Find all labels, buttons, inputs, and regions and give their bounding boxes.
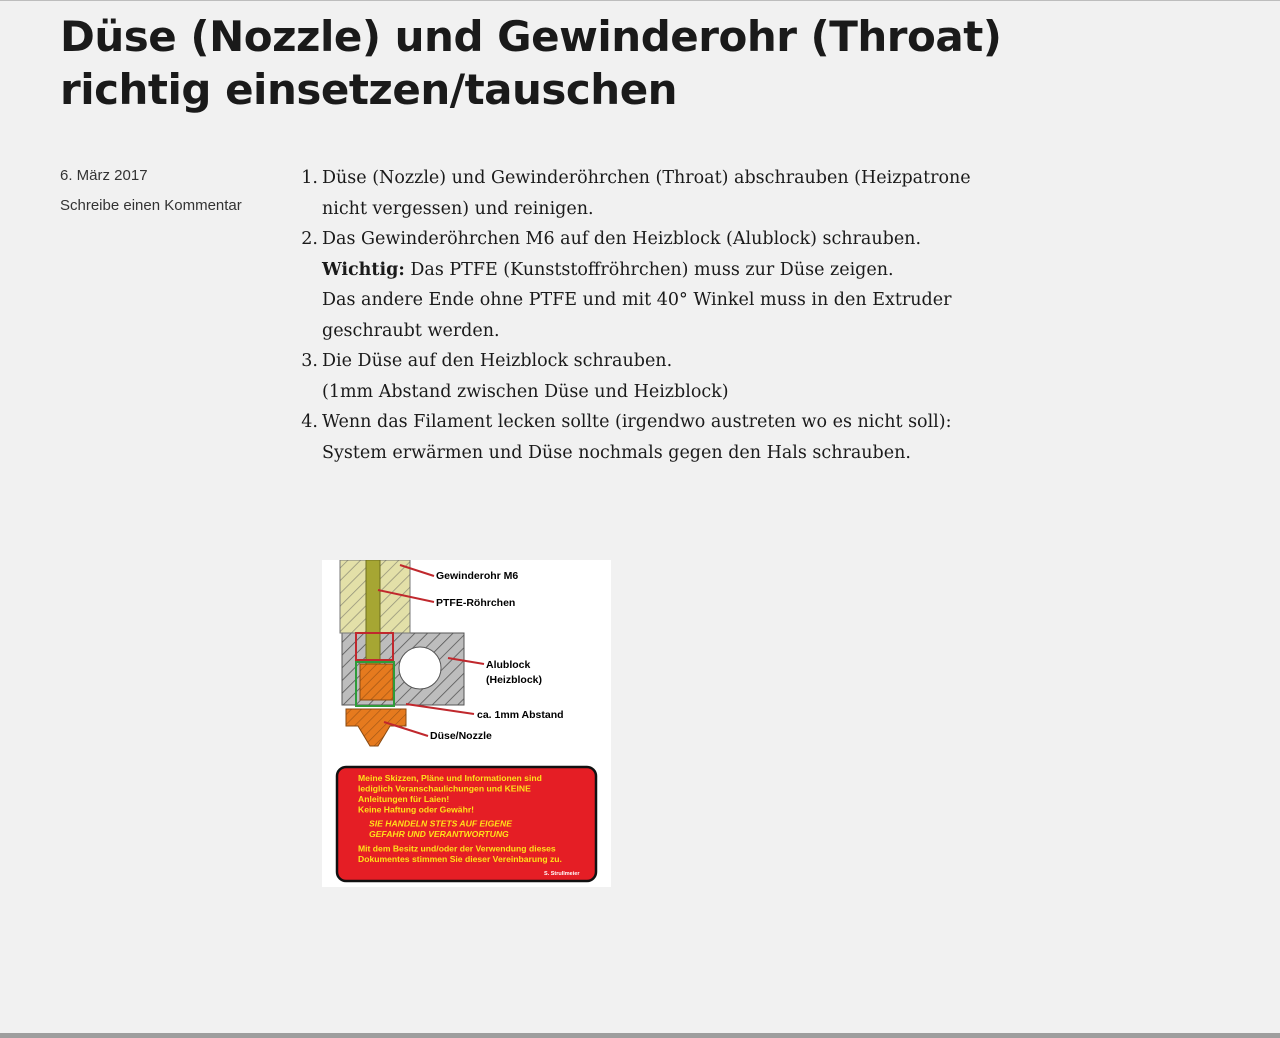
hotend-diagram[interactable] [322,560,611,887]
step-text: (1mm Abstand zwischen Düse und Heizblock) [322,381,729,402]
label-gap: ca. 1mm Abstand [477,709,564,721]
disclaimer-line-3: Anleitungen für Laien! [358,794,450,804]
disclaimer-line-5: Mit dem Besitz und/oder der Verwendung dieses [358,843,556,854]
nozzle-body-hatch [346,709,406,746]
disclaimer-italic-2: GEFAHR UND VERANTWORTUNG [369,829,509,839]
step-number: 3. [301,351,318,371]
disclaimer-signature: S. Strullmeier [544,871,580,877]
list-item [301,224,982,346]
list-item [301,407,982,468]
step-text: Das andere Ende ohne PTFE und mit 40° Winkel muss in den Extruder [322,290,952,310]
top-rule [0,0,1280,1]
post-meta [60,166,242,226]
disclaimer-italic-1: SIE HANDELN STETS AUF EIGENE [369,818,512,829]
step-text: Das PTFE (Kunststoffröhrchen) muss zur Düse zeigen. [404,259,894,280]
bottom-scroll-bar [0,1033,1280,1038]
step-number: 2. [301,229,318,249]
disclaimer-line-1: Meine Skizzen, Pläne und Informationen sind [358,773,542,783]
steps-list [301,163,982,468]
step-text: System erwärmen und Düse nochmals gegen den Hals schrauben. [322,442,911,463]
post-content [301,163,982,468]
label-throat: Gewinderohr M6 [436,570,519,582]
step-text: Wenn das Filament lecken sollte (irgendwo austreten wo es nicht soll): [322,412,952,432]
step-text: geschraubt werden. [322,320,500,341]
label-block-2: (Heizblock) [486,674,543,686]
list-item [301,346,982,407]
disclaimer-line-6: Dokumentes stimmen Sie dieser Vereinbarung zu. [358,854,562,864]
disclaimer-line-2: lediglich Veranschaulichungen und KEINE [358,783,531,794]
step-text: nicht vergessen) und reinigen. [322,198,594,219]
post-title-line-2: richtig einsetzen/tauschen [60,65,678,114]
step-text: Die Düse auf den Heizblock schrauben. [322,351,673,371]
step-number: 4. [301,412,318,432]
disclaimer-line-4: Keine Haftung oder Gewähr! [358,804,475,815]
step-number: 1. [301,168,318,188]
post-title-line-1: Düse (Nozzle) und Gewinderohr (Throat) [60,12,1002,61]
important-label: Wichtig: [322,259,405,280]
step-text: Das Gewinderöhrchen M6 auf den Heizblock (Alublock) schrauben. [322,229,922,249]
nozzle-thread-hatch [360,664,393,700]
label-nozzle: Düse/Nozzle [430,730,492,742]
hotend-diagram-svg [322,560,611,887]
label-block-1: Alublock [486,659,531,671]
heater-bore [399,647,441,689]
list-item [301,163,982,224]
step-text: Düse (Nozzle) und Gewinderöhrchen (Throat) abschrauben (Heizpatrone [322,168,971,188]
post-date[interactable]: 6. März 2017 [60,167,148,184]
label-ptfe: PTFE-Röhrchen [436,597,516,609]
post-title [60,10,1060,116]
comment-link[interactable]: Schreibe einen Kommentar [60,197,242,214]
